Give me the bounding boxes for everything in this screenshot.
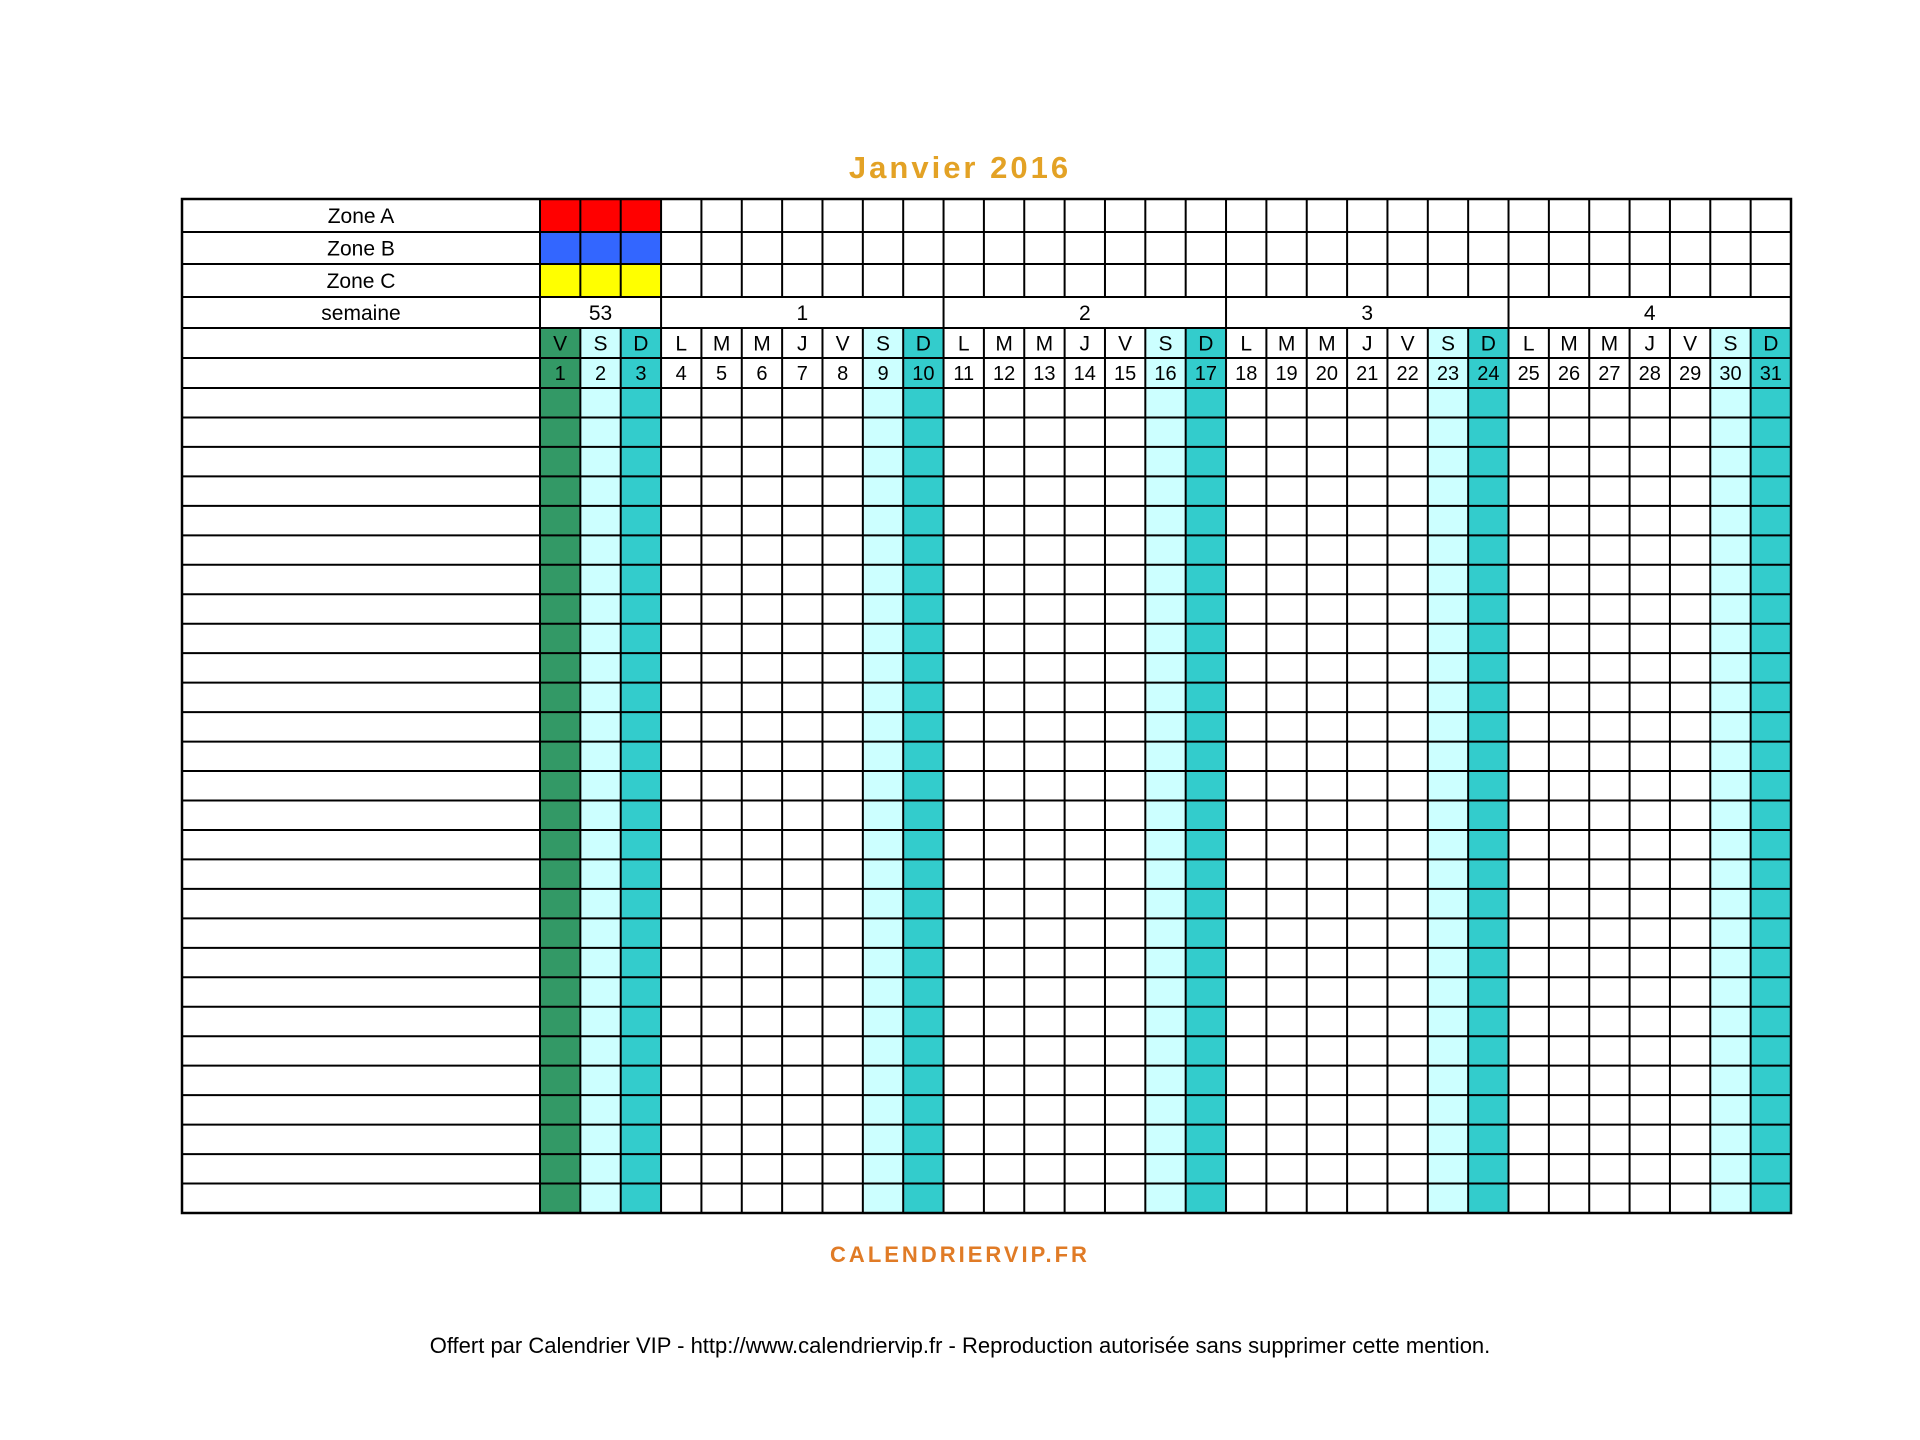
day-number: 30 [1719,363,1742,385]
page-title: Janvier 2016 [848,150,1072,185]
day-number: 3 [635,363,647,385]
day-letter: D [915,332,931,356]
day-number: 13 [1033,363,1056,385]
day-letter: V [1118,332,1133,356]
day-number: 6 [756,363,768,385]
day-letter: J [1079,332,1091,356]
day-letter: V [1683,332,1698,356]
day-number: 22 [1396,363,1419,385]
day-number: 23 [1436,363,1460,385]
day-letter: J [1362,332,1373,356]
day-letter: M [1560,332,1578,356]
week-number: 1 [796,302,809,325]
day-letter: V [835,332,850,356]
day-letter: M [1277,332,1296,356]
day-number: 31 [1759,363,1782,385]
week-number: 53 [588,302,613,325]
day-letter: D [633,332,649,356]
zone-holiday-cell [580,232,620,264]
week-number: 2 [1078,302,1091,325]
day-number: 15 [1114,363,1137,385]
day-letter: L [1240,332,1253,356]
day-number: 10 [912,363,935,385]
zone-holiday-cell [580,199,620,232]
day-letter: J [797,332,808,356]
day-number: 26 [1557,363,1581,385]
day-letter: J [1644,332,1656,356]
day-number: 17 [1194,363,1217,385]
week-label: semaine [321,302,401,325]
day-letter: S [1723,332,1738,356]
day-letter: M [753,332,771,356]
day-number: 8 [837,363,849,385]
day-letter: S [1158,332,1173,356]
day-number: 12 [992,363,1016,385]
day-letter: V [1400,332,1415,356]
zone-holiday-cell [540,199,580,232]
day-letter: M [1318,332,1336,356]
day-number: 7 [796,363,808,385]
zone-holiday-cell [580,264,620,297]
day-letter: M [995,332,1013,356]
day-letter: M [712,332,731,356]
day-number: 21 [1356,363,1379,385]
day-number: 4 [675,363,687,385]
zone-holiday-cell [540,264,580,297]
day-number: 1 [554,363,566,385]
day-number: 11 [953,363,975,385]
day-letter: L [957,332,970,356]
day-letter: M [1035,332,1054,356]
day-letter: D [1480,332,1496,356]
day-letter: S [876,332,891,356]
day-number: 27 [1598,363,1621,385]
zone-label: Zone A [327,205,395,228]
day-letter: S [1440,332,1455,356]
day-letter: L [1522,332,1535,356]
footer-notice: Offert par Calendrier VIP - http://www.calendriervip.fr - Reproduction autorisée sans supprimer cette mention. [429,1333,1491,1358]
day-number: 14 [1073,363,1096,385]
week-number: 4 [1643,302,1656,325]
day-letter: M [1600,332,1619,356]
zone-label: Zone B [327,237,395,261]
zone-holiday-cell [621,264,661,297]
day-number: 2 [594,363,607,385]
zone-label: Zone C [326,270,396,293]
day-number: 9 [877,363,889,385]
day-number: 16 [1154,363,1177,385]
zone-holiday-cell [621,199,661,232]
day-number: 24 [1477,363,1500,385]
zone-holiday-cell [621,232,661,264]
day-number: 19 [1275,363,1298,385]
day-number: 18 [1235,363,1258,385]
day-letter: S [593,332,608,356]
day-number: 5 [716,363,728,385]
day-number: 29 [1678,363,1702,385]
brand-label: CALENDRIERVIP.FR [830,1242,1090,1267]
day-letter: V [553,332,568,356]
day-number: 28 [1638,363,1661,385]
day-letter: D [1763,332,1779,356]
day-number: 25 [1517,363,1540,385]
week-number: 3 [1361,302,1374,325]
day-number: 20 [1315,363,1339,385]
day-letter: L [675,332,688,356]
day-letter: D [1198,332,1214,356]
zone-holiday-cell [540,232,580,264]
